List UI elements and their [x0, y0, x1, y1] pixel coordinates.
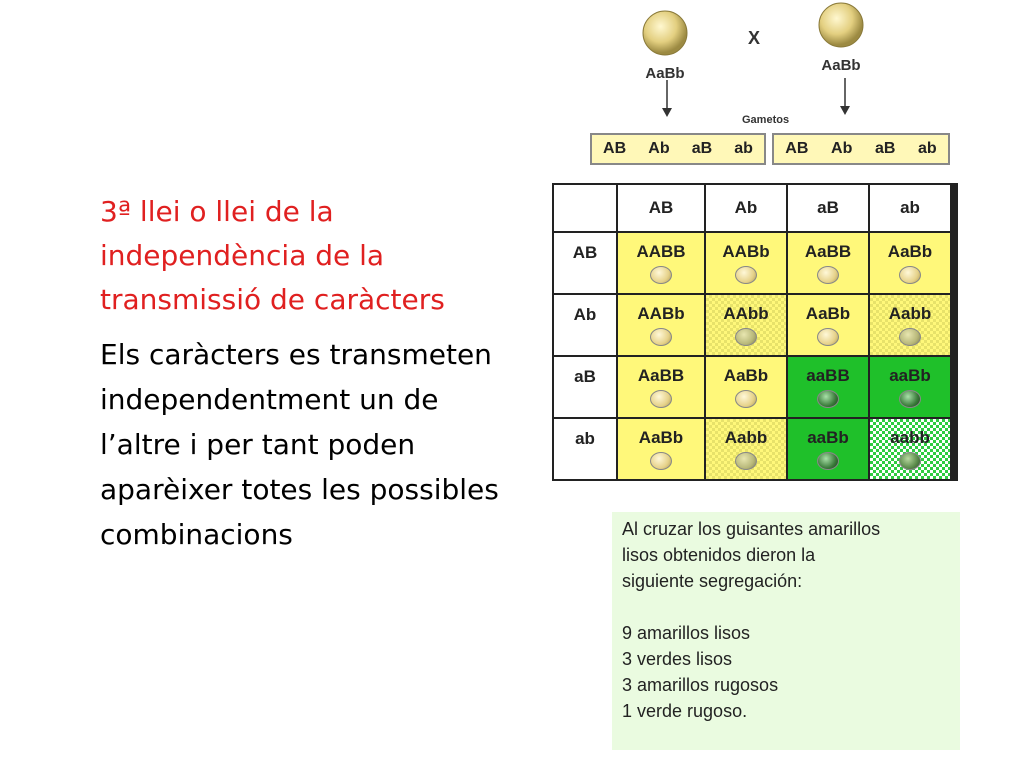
punnett-col-header: Ab — [706, 185, 786, 231]
green-smooth-pea-icon — [817, 452, 839, 470]
gamete-label: aB — [874, 140, 896, 157]
genotype-label: aaBb — [889, 366, 931, 385]
genotype-label: AABb — [722, 242, 770, 261]
parent-1 — [620, 8, 710, 82]
gamete-label: aB — [691, 140, 713, 157]
punnett-cell — [618, 419, 704, 479]
punnett-cell — [706, 357, 786, 417]
parent-2 — [796, 0, 886, 74]
punnett-col-header: aB — [788, 185, 868, 231]
result-ratio-line: 3 amarillos rugosos — [622, 675, 779, 695]
yellow-wrinkled-pea-icon — [899, 328, 921, 346]
gamete-label: Ab — [831, 140, 853, 157]
result-intro-line: Al cruzar los guisantes amarillos — [622, 519, 881, 539]
yellow-smooth-pea-icon — [817, 328, 839, 346]
gamete-label: ab — [918, 140, 937, 157]
punnett-col-header: AB — [618, 185, 704, 231]
punnett-cell — [870, 419, 950, 479]
genotype-label: aaBB — [806, 366, 850, 385]
result-intro-line: lisos obtenidos dieron la — [622, 545, 816, 565]
punnett-cell — [788, 419, 868, 479]
yellow-smooth-pea-icon — [735, 390, 757, 408]
punnett-cell — [706, 233, 786, 293]
genotype-label: AABb — [637, 304, 685, 323]
punnett-row-header: Ab — [554, 295, 616, 355]
punnett-cell — [618, 357, 704, 417]
gamete-label: Ab — [648, 140, 670, 157]
yellow-pea-icon — [816, 0, 866, 50]
genotype-label: AaBB — [804, 242, 852, 261]
punnett-cell — [706, 295, 786, 355]
genotype-label: AaBb — [723, 366, 769, 385]
punnett-cell — [788, 233, 868, 293]
punnett-cell — [870, 357, 950, 417]
genotype-label: AaBB — [637, 366, 685, 385]
law-text-block — [100, 190, 500, 557]
yellow-smooth-pea-icon — [899, 266, 921, 284]
result-ratio-line: 3 verdes lisos — [622, 649, 733, 669]
gamete-label: AB — [785, 140, 809, 157]
down-arrow-icon — [660, 80, 674, 118]
punnett-cell — [788, 295, 868, 355]
punnett-cell — [870, 233, 950, 293]
gamete-label: AB — [603, 140, 627, 157]
parent-1-genotype: AaBb — [645, 65, 685, 82]
genotype-label: AaBb — [887, 242, 933, 261]
genotype-label: aabb — [890, 428, 930, 447]
genotype-label: AABB — [636, 242, 686, 261]
punnett-corner — [554, 185, 616, 231]
green-smooth-pea-icon — [817, 390, 839, 408]
yellow-smooth-pea-icon — [735, 266, 757, 284]
law-title: 3ª llei o llei de la independència de la transmissió de caràcters — [100, 195, 445, 316]
genotype-label: aaBb — [807, 428, 849, 447]
green-wrinkled-pea-icon — [899, 452, 921, 470]
genotype-label: Aabb — [724, 428, 768, 447]
down-arrow-icon — [838, 78, 852, 116]
genotype-label: AaBb — [805, 304, 851, 323]
punnett-cell — [706, 419, 786, 479]
yellow-smooth-pea-icon — [650, 266, 672, 284]
gametes-label: Gametos — [742, 114, 790, 126]
yellow-pea-icon — [640, 8, 690, 58]
yellow-smooth-pea-icon — [817, 266, 839, 284]
punnett-square — [552, 183, 958, 481]
punnett-row-header: aB — [554, 357, 616, 417]
punnett-cell — [870, 295, 950, 355]
yellow-smooth-pea-icon — [650, 390, 672, 408]
parent-2-genotype: AaBb — [821, 57, 861, 74]
genotype-label: AaBb — [638, 428, 684, 447]
yellow-wrinkled-pea-icon — [735, 328, 757, 346]
gametes-parent-1 — [590, 133, 766, 165]
genotype-label: Aabb — [888, 304, 932, 323]
gamete-label: ab — [734, 140, 753, 157]
result-intro-line: siguiente segregación: — [622, 571, 803, 591]
punnett-row-header: ab — [554, 419, 616, 479]
genotype-label: AAbb — [723, 304, 769, 323]
punnett-cell — [618, 295, 704, 355]
result-ratio-line: 9 amarillos lisos — [622, 623, 751, 643]
punnett-cell — [618, 233, 704, 293]
punnett-cell — [788, 357, 868, 417]
law-description: Els caràcters es transmeten independentment un de l’altre i per tant poden aparèixer totes les possibles combinacions — [100, 338, 499, 551]
gametes-parent-2 — [772, 133, 950, 165]
yellow-smooth-pea-icon — [650, 328, 672, 346]
yellow-smooth-pea-icon — [650, 452, 672, 470]
result-ratio-line: 1 verde rugoso. — [622, 701, 748, 721]
segregation-result-box — [612, 512, 960, 750]
green-smooth-pea-icon — [899, 390, 921, 408]
cross-symbol: X — [748, 28, 761, 48]
yellow-wrinkled-pea-icon — [735, 452, 757, 470]
punnett-col-header: ab — [870, 185, 950, 231]
punnett-row-header: AB — [554, 233, 616, 293]
